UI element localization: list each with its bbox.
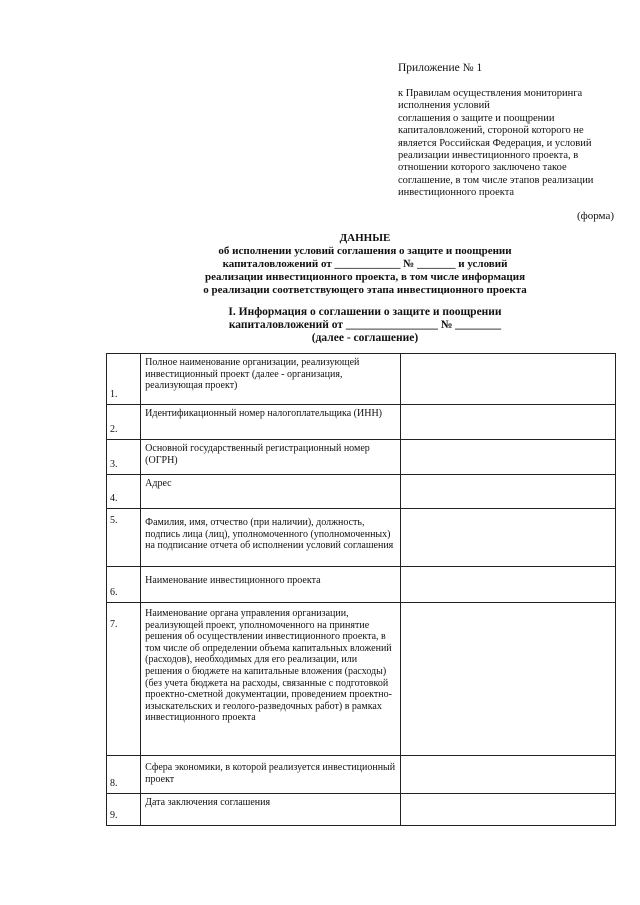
table-row xyxy=(107,475,616,509)
row-value[interactable] xyxy=(401,794,616,826)
row-value[interactable] xyxy=(401,509,616,567)
table-row xyxy=(107,794,616,826)
section-line: капиталовложений от ________________ № ________ xyxy=(228,319,502,331)
appendix-line: является Российская Федерация, и условий xyxy=(398,137,592,149)
appendix-description xyxy=(398,88,613,200)
row-label: Фамилия, имя, отчество (при наличии), должность, подпись лица (лиц), уполномоченного (уполномоченных) на подписание отчета об исполнении условий соглашения xyxy=(141,509,401,567)
appendix-line: соглашения о защите и поощрении xyxy=(398,112,555,124)
row-label: Сфера экономики, в которой реализуется инвестиционный проект xyxy=(141,756,401,794)
document-title: ДАННЫЕ xyxy=(339,232,391,244)
row-label: Дата заключения соглашения xyxy=(141,794,401,826)
row-number: 2. xyxy=(107,405,141,440)
table-row xyxy=(107,354,616,405)
row-label: Наименование инвестиционного проекта xyxy=(141,567,401,603)
appendix-line: инвестиционного проекта xyxy=(398,187,515,199)
form-label: (форма) xyxy=(576,210,614,222)
row-value[interactable] xyxy=(401,405,616,440)
subtitle-line: капиталовложений от ____________ № _______ и условий xyxy=(222,258,508,270)
row-number: 4. xyxy=(107,475,141,509)
row-number: 3. xyxy=(107,440,141,475)
table-row xyxy=(107,603,616,756)
table-row xyxy=(107,756,616,794)
row-number: 5. xyxy=(107,509,141,567)
appendix-line: соглашение, в том числе этапов реализации xyxy=(398,174,594,186)
row-label: Основной государственный регистрационный номер (ОГРН) xyxy=(141,440,401,475)
row-number: 7. xyxy=(107,603,141,756)
row-value[interactable] xyxy=(401,354,616,405)
row-label: Идентификационный номер налогоплательщика (ИНН) xyxy=(141,405,401,440)
subtitle-line: о реализации соответствующего этапа инвестиционного проекта xyxy=(203,284,527,296)
info-table xyxy=(106,353,616,826)
row-value[interactable] xyxy=(401,756,616,794)
appendix-line: реализации инвестиционного проекта, в xyxy=(398,150,579,162)
row-label: Адрес xyxy=(141,475,401,509)
appendix-line: к Правилам осуществления мониторинга xyxy=(398,88,583,99)
table-row xyxy=(107,440,616,475)
row-number: 9. xyxy=(107,794,141,826)
row-label: Наименование органа управления организации, реализующей проект, уполномоченного на принятие решения об осуществлении инвестиционного проекта, в том числе об определении объема капитальных вложений (расходов), необходимых для его реализации, или решения о бюджете на капитальные вложения (расходы) (без учета бюджета на расходы, связанные с подготовкой проектно-сметной документации, проведением проектно-изыскательских и геолого-разведочных работ) в рамках инвестиционного проекта xyxy=(141,603,401,756)
appendix-line: исполнения условий xyxy=(398,100,490,112)
table-row xyxy=(107,405,616,440)
row-number: 6. xyxy=(107,567,141,603)
section-title xyxy=(180,306,550,345)
row-label: Полное наименование организации, реализующей инвестиционный проект (далее - организация, реализующая проект) xyxy=(141,354,401,405)
row-value[interactable] xyxy=(401,440,616,475)
table-row xyxy=(107,509,616,567)
row-number: 8. xyxy=(107,756,141,794)
appendix-title: Приложение № 1 xyxy=(398,62,483,74)
table-row xyxy=(107,567,616,603)
document-subtitle xyxy=(180,245,550,297)
section-line: I. Информация о соглашении о защите и поощрении xyxy=(228,306,502,318)
section-line: (далее - соглашение) xyxy=(311,332,419,344)
subtitle-line: об исполнении условий соглашения о защите и поощрении xyxy=(218,245,512,257)
subtitle-line: реализации инвестиционного проекта, в том числе информация xyxy=(204,271,526,283)
row-number: 1. xyxy=(107,354,141,405)
appendix-line: капиталовложений, стороной которого не xyxy=(398,125,584,137)
row-value[interactable] xyxy=(401,475,616,509)
row-value[interactable] xyxy=(401,603,616,756)
row-value[interactable] xyxy=(401,567,616,603)
appendix-line: отношении которого заключено такое xyxy=(398,162,567,174)
